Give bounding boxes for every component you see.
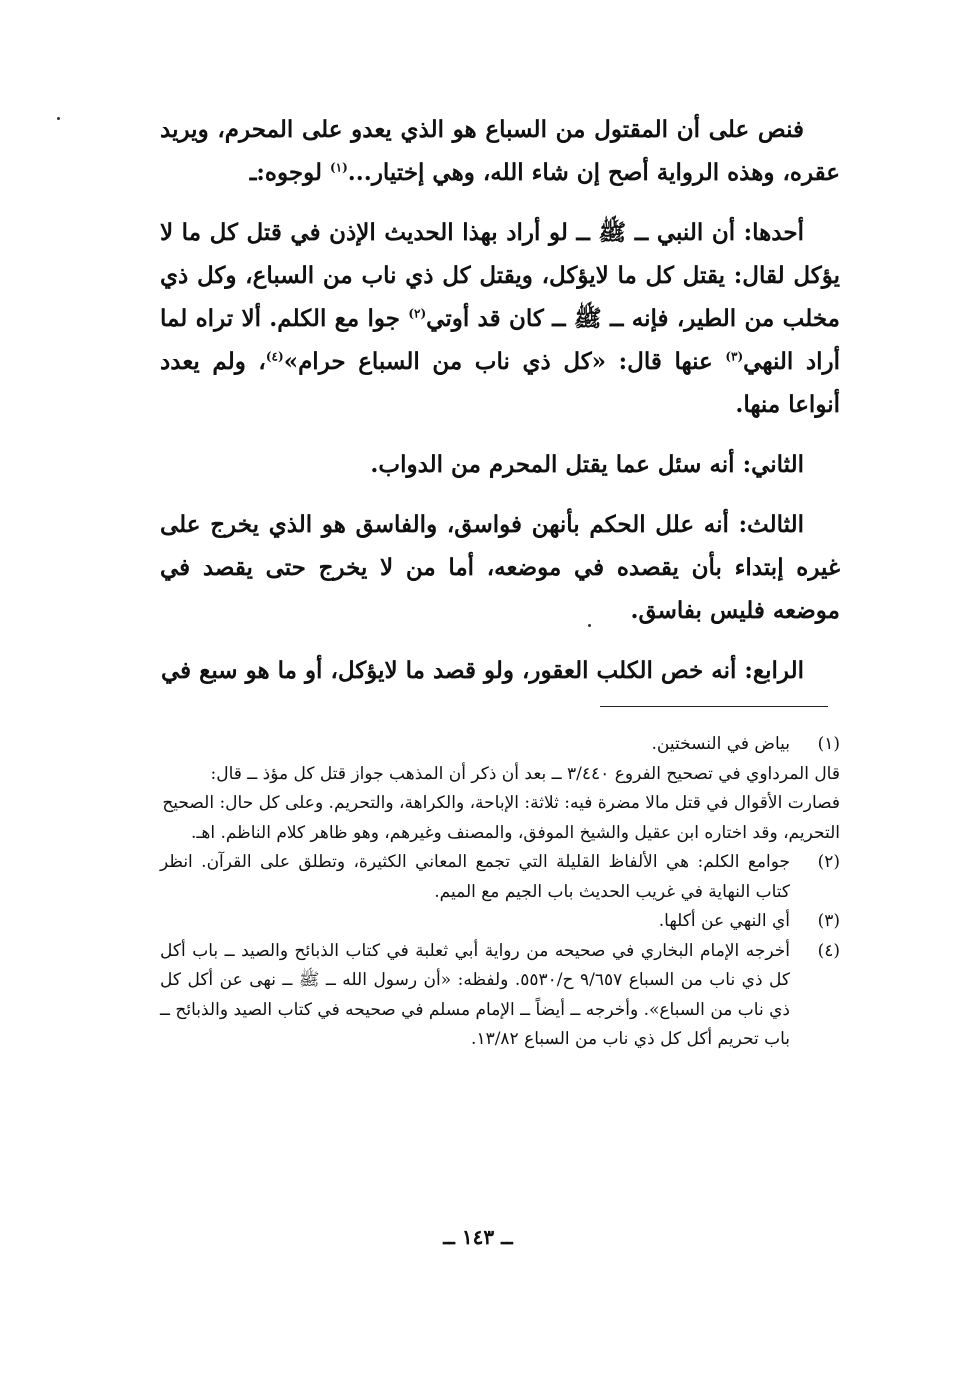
footnote-1	[160, 730, 840, 760]
footnote-3	[160, 907, 840, 937]
footnote-4-text: أخرجه الإمام البخاري في صحيحه من رواية أبي ثعلبة في كتاب الذبائح والصيد ــ باب أكل كل ذي ناب من السباع ٩/٦٥٧ ح/٥٥٣٠. ولفظه: «أن رسول الله ــ ﷺ ــ نهى عن أكل كل ذي ناب من السباع». وأخرجه ــ أيضاً ــ الإمام مسلم في صحيحه في كتاب الصيد والذبائح ــ باب تحريم أكل كل ذي ناب من السباع ١٣/٨٢.	[160, 940, 790, 1049]
footnote-1-text: بياض في النسختين.	[651, 734, 790, 754]
paragraph-1-text: فنص على أن المقتول من السباع هو الذي يعدو على المحرم، ويريد عقره، وهذه الرواية أصح إن شاء الله، وهي إختيار...	[160, 116, 840, 186]
footnote-3-text: أي النهي عن أكلها.	[658, 911, 790, 931]
footnote-1-number: (١)	[817, 734, 840, 754]
paragraph-1-end: لوجوه:ـ	[249, 159, 330, 186]
footnote-ref-1: (١)	[329, 160, 348, 175]
footnotes	[160, 730, 840, 1055]
paragraph-5: الرابع: أنه خص الكلب العقور، ولو قصد ما لايؤكل، أو ما هو سبع في	[160, 657, 804, 684]
paragraph-3: الثاني: أنه سئل عما يقتل المحرم من الدواب.	[370, 451, 804, 478]
paragraph-2-text-b: جوا مع الكلم. ألا تراه لما أراد النهي	[160, 305, 841, 375]
footnote-2-text: جوامع الكلم: هي الألفاظ القليلة التي تجمع المعاني الكثيرة، وتطلق على القرآن. انظر كتاب النهاية في غريب الحديث باب الجيم مع الميم.	[160, 852, 790, 902]
paragraph-2	[160, 211, 840, 426]
scan-speck	[57, 117, 60, 120]
footnote-4-number: (٤)	[817, 940, 840, 961]
footnote-ref-2: (٢)	[408, 306, 427, 321]
paragraph-1	[160, 108, 840, 194]
footnote-ref-3: (٣)	[725, 349, 744, 364]
footnote-1-continuation: قال المرداوي في تصحيح الفروع ٣/٤٤٠ ــ بعد أن ذكر أن المذهب جواز قتل كل مؤذ ــ قال: فصارت الأقوال في قتل مالا مضرة فيه: ثلاثة: الإباحة، والكراهة، والتحريم. وعلى كل حال: الصحيح التحريم، وقد اختاره ابن عقيل والشيخ الموفق، والمصنف وغيرهم، وهو ظاهر كلام الناظم. اهـ.	[162, 763, 840, 843]
main-text	[160, 108, 840, 692]
paragraph-2-text-d: ، ولم يعدد أنواعا منها.	[160, 348, 840, 418]
page-number: ــ ١٤٣ ــ	[443, 1225, 513, 1249]
footnote-ref-4: (٤)	[265, 349, 284, 364]
footnote-2	[160, 848, 840, 907]
footnote-separator	[600, 706, 828, 707]
paragraph-2-text-a: أحدها: أن النبي ــ ﷺ ــ لو أراد بهذا الحديث الإذن في قتل كل ما لا يؤكل لقال: يقتل كل ما لايؤكل، ويقتل كل ذي ناب من السباع، وكل ذي مخلب من الطير، فإنه ــ ﷺ ــ كان قد أوتي	[160, 219, 840, 332]
paragraph-4: الثالث: أنه علل الحكم بأنهن فواسق، والفاسق هو الذي يخرج على غيره إبتداء بأن يقصده في موضعه، أما من لا يخرج حتى يقصد في موضعه فليس بفاسق.	[160, 511, 840, 624]
paragraph-2-text-c: عنها قال: «كل ذي ناب من السباع حرام»	[283, 348, 726, 375]
footnote-3-number: (٣)	[817, 911, 840, 931]
footnote-2-number: (٢)	[817, 852, 840, 872]
footnote-4	[160, 937, 840, 1055]
